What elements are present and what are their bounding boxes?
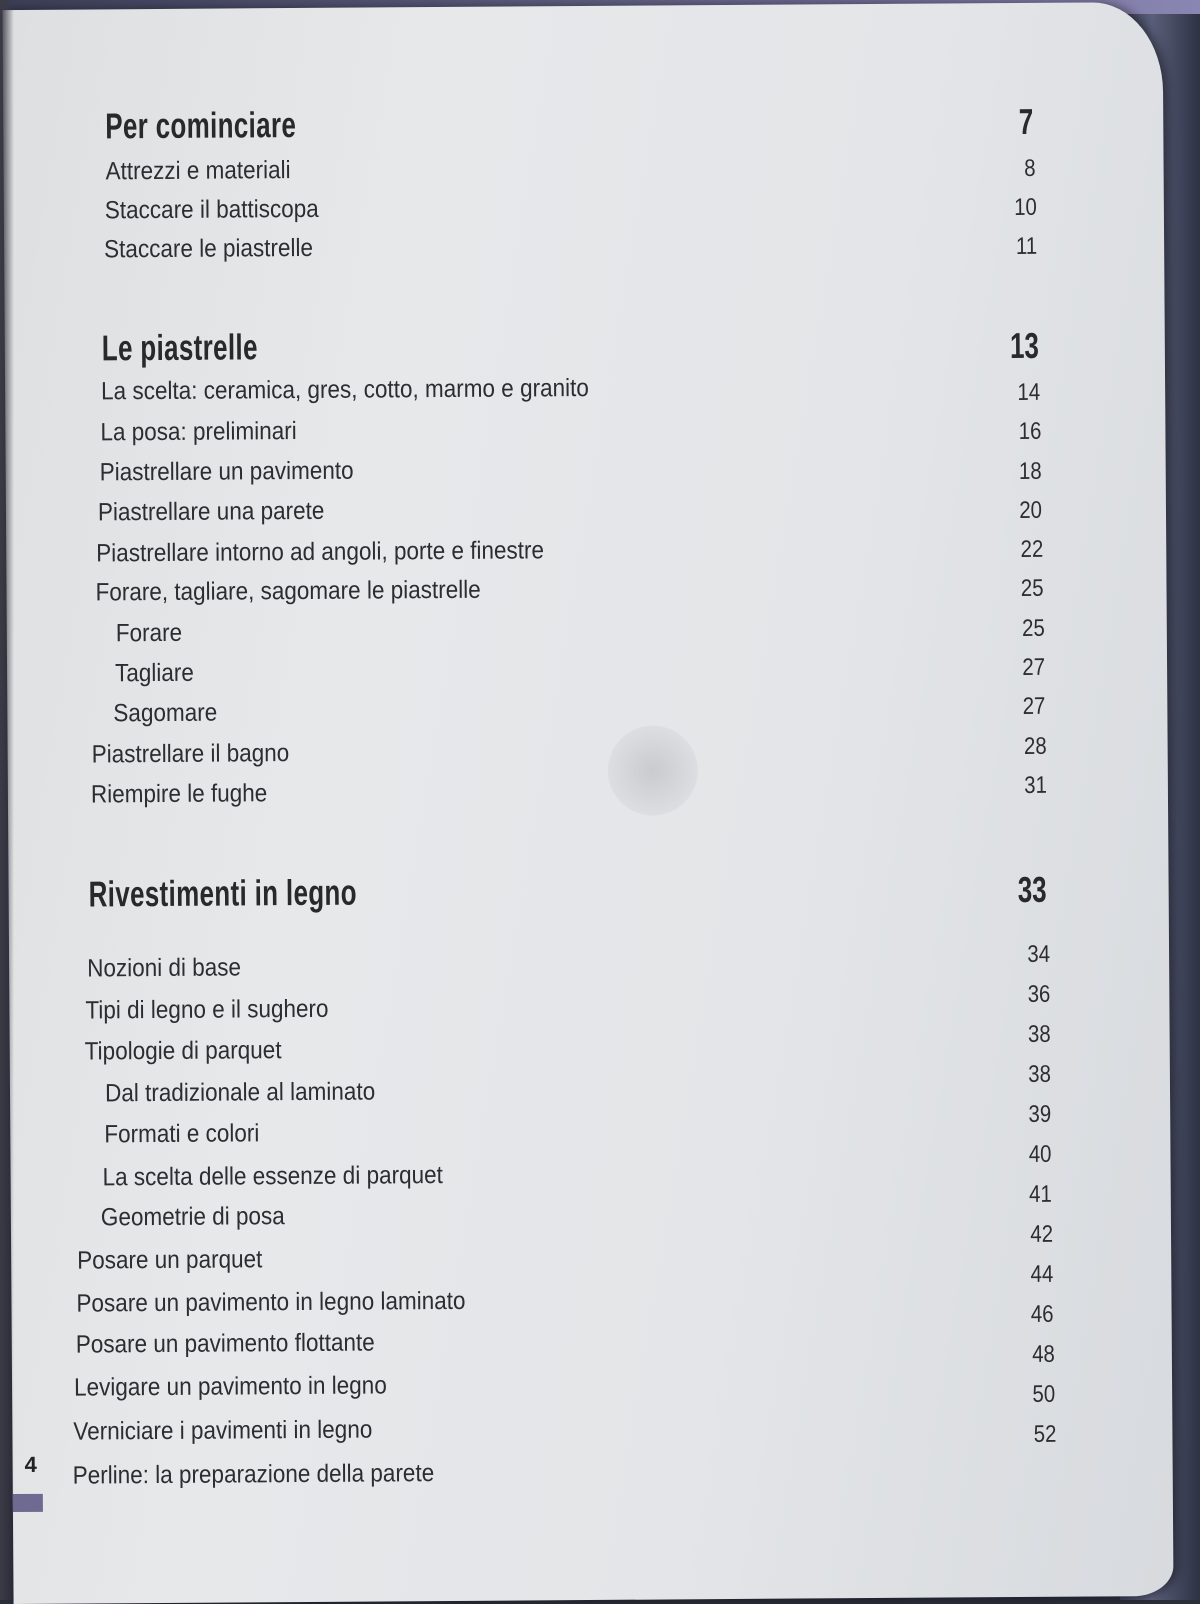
toc-entry-page: 11 [1015,232,1038,260]
toc-subentry: Dal tradizionale al laminato [104,1077,376,1108]
toc-entry-page: 42 [1030,1220,1054,1248]
toc-entry-page: 36 [1027,980,1051,1008]
table-of-contents [2,2,1173,1600]
toc-entry-page: 40 [1028,1140,1052,1168]
toc-entry-page: 38 [1028,1060,1051,1088]
toc-entry: Piastrellare una parete [97,496,325,527]
toc-entry-page: 10 [1014,193,1037,222]
toc-entry: Posare un pavimento in legno laminato [76,1286,466,1318]
toc-entry: Piastrellare il bagno [91,739,290,769]
toc-subentry: Forare [115,618,183,648]
toc-entry-page: 8 [1024,154,1036,182]
toc-entry-page: 20 [1019,496,1043,524]
section-title-le-piastrelle: Le piastrelle [101,326,258,369]
toc-entry: Tipologie di parquet [84,1036,282,1066]
toc-subentry: Sagomare [113,698,218,728]
toc-entry: La posa: preliminari [100,417,297,447]
toc-entry-page: 52 [1033,1420,1057,1448]
toc-entry-page: 44 [1030,1260,1054,1288]
toc-entry-page: 14 [1017,378,1041,406]
toc-entry-page: 27 [1022,653,1046,681]
toc-entry: Posare un pavimento flottante [75,1328,375,1359]
toc-entry: Verniciare i pavimenti in legno [73,1415,373,1446]
toc-entry: Tipi di legno e il sughero [85,994,329,1025]
toc-entry-page: 39 [1028,1100,1052,1128]
toc-entry-page: 38 [1027,1020,1051,1048]
toc-entry-page: 18 [1018,457,1042,485]
toc-entry: Posare un parquet [77,1245,263,1275]
toc-entry-page: 41 [1028,1180,1052,1208]
toc-entry-page: 46 [1030,1300,1054,1328]
section-page-rivestimenti-in-legno: 33 [1017,868,1047,911]
toc-entry: La scelta: ceramica, gres, cotto, marmo e granito [101,373,589,406]
toc-entry-page: 25 [1022,614,1045,642]
toc-entry: Perline: la preparazione della parete [72,1459,435,1490]
book-page [2,2,1173,1604]
toc-entry: Piastrellare intorno ad angoli, porte e finestre [96,536,545,568]
page-number: 4 [24,1451,37,1477]
toc-entry: Piastrellare un pavimento [99,456,354,487]
section-title-per-cominciare: Per cominciare [105,104,297,147]
toc-subentry: Geometrie di posa [100,1202,285,1232]
toc-entry: Nozioni di base [87,953,242,983]
section-page-le-piastrelle: 13 [1009,324,1039,367]
section-title-rivestimenti-in-legno: Rivestimenti in legno [88,871,358,915]
toc-subentry: Formati e colori [104,1119,260,1149]
toc-entry-page: 34 [1027,940,1051,968]
toc-entry-page: 16 [1018,417,1042,445]
toc-entry: Staccare le piastrelle [104,233,314,264]
toc-entry-page: 22 [1020,535,1044,563]
toc-subentry: La scelta delle essenze di parquet [102,1161,443,1192]
toc-entry-page: 25 [1020,574,1044,602]
left-shadow-edge [0,0,14,1600]
toc-entry: Attrezzi e materiali [105,156,291,186]
toc-entry: Forare, tagliare, sagomare le piastrelle [95,575,481,607]
toc-entry-page: 27 [1022,692,1046,720]
toc-entry-page: 48 [1032,1340,1055,1368]
toc-entry: Riempire le fughe [90,779,268,809]
toc-entry-page: 28 [1023,732,1047,760]
toc-subentry: Tagliare [114,658,194,688]
page-number-bar [13,1494,43,1512]
toc-entry-page: 50 [1032,1380,1056,1408]
section-page-per-cominciare: 7 [1018,100,1034,142]
toc-entry: Staccare il battiscopa [104,194,319,225]
toc-entry: Levigare un pavimento in legno [73,1371,387,1402]
toc-entry-page: 31 [1024,771,1047,799]
